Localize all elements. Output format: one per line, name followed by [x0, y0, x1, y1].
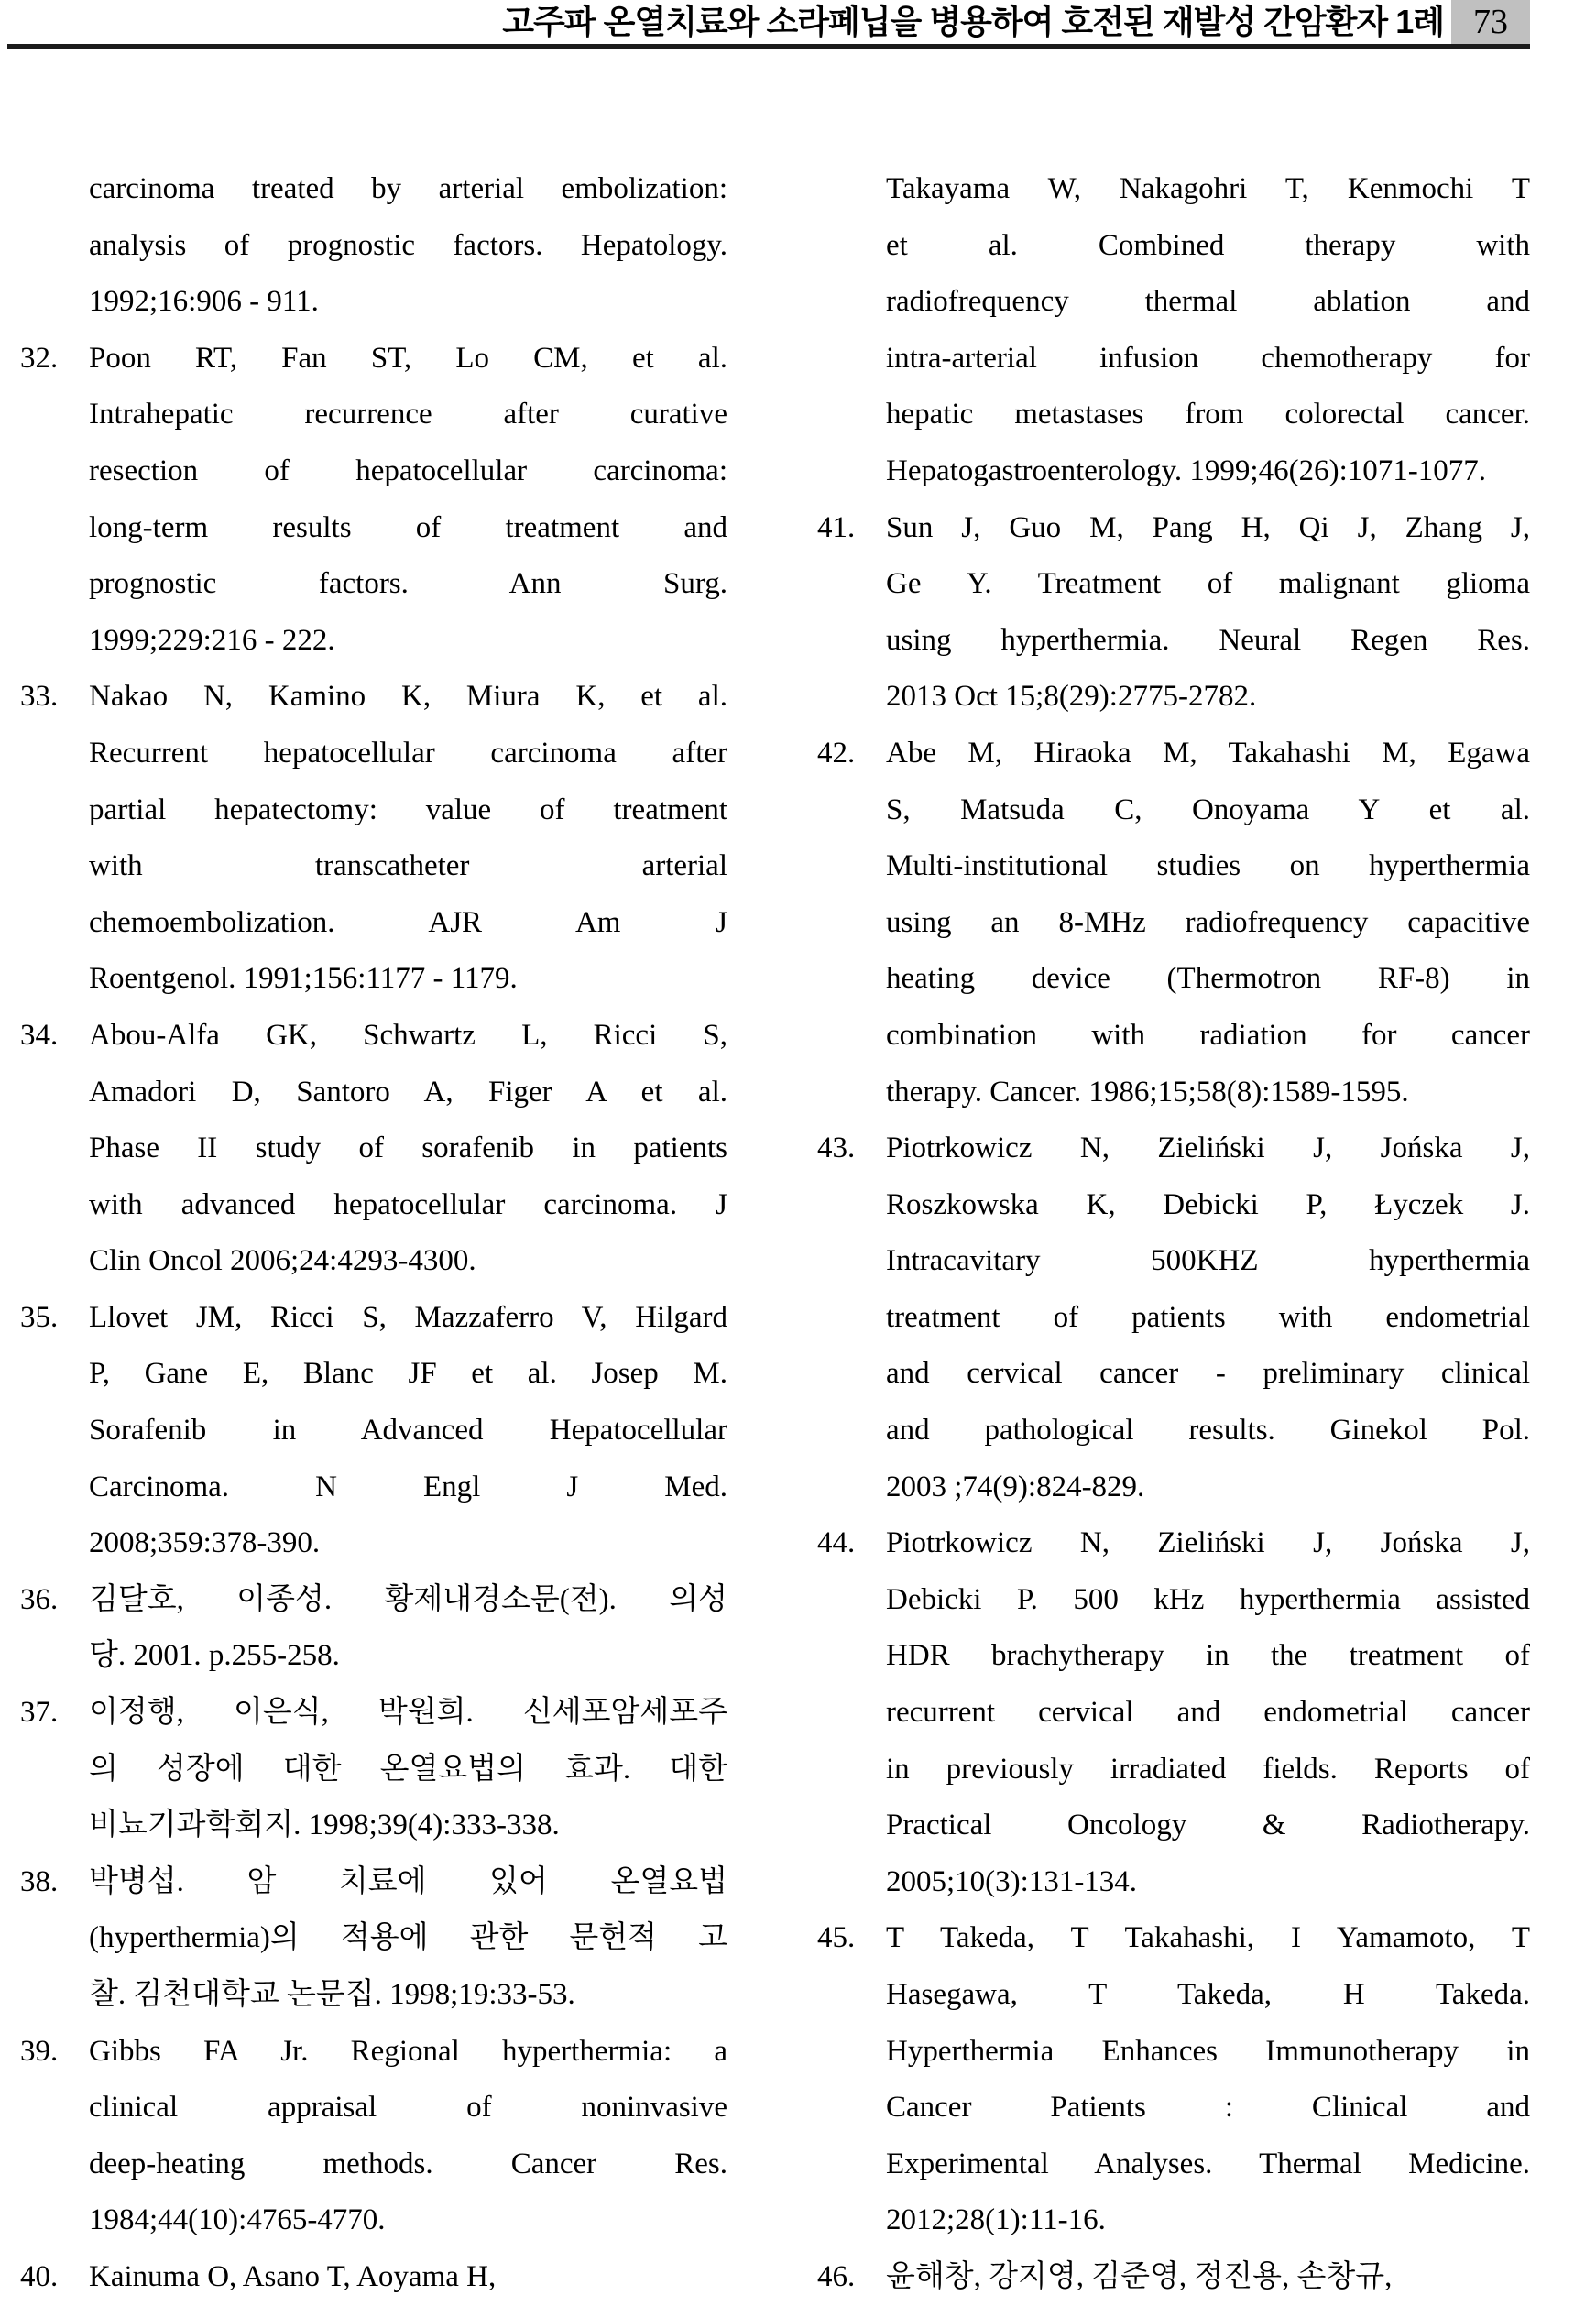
reference-text-line: hepatic metastases from colorectal cancer.	[886, 398, 1530, 432]
reference-text-line: and pathological results. Ginekol Pol.	[886, 1414, 1530, 1448]
reference-item	[817, 500, 1530, 726]
reference-text-line: 박병섭. 암 치료에 있어 온열요법	[89, 1864, 727, 1898]
reference-text-line: Debicki P. 500 kHz hyperthermia assisted	[886, 1582, 1530, 1616]
reference-text	[886, 500, 1530, 726]
reference-item	[20, 1685, 727, 1854]
reference-item	[20, 2249, 727, 2306]
reference-text	[886, 1515, 1530, 1910]
reference-text-line: et al. Combined therapy with	[886, 228, 1530, 262]
reference-text-line: Abou-Alfa GK, Schwartz L, Ricci S,	[89, 1018, 727, 1052]
reference-number: 32.	[20, 341, 59, 375]
reference-text-line: 당. 2001. p.255-258.	[89, 1639, 340, 1673]
reference-item	[20, 1572, 727, 1685]
reference-text-line: Poon RT, Fan ST, Lo CM, et al.	[89, 341, 727, 375]
reference-text-line: Phase II study of sorafenib in patients	[89, 1131, 727, 1165]
reference-text-line: clinical appraisal of noninvasive	[89, 2091, 727, 2125]
reference-text-line: Intrahepatic recurrence after curative	[89, 398, 727, 432]
reference-text-line: resection of hepatocellular carcinoma:	[89, 454, 727, 487]
reference-text-line: Clin Oncol 2006;24:4293-4300.	[89, 1244, 476, 1278]
reference-item	[817, 1910, 1530, 2249]
page-title: 고주파 온열치료와 소라페닙을 병용하여 호전된 재발성 간암환자 1례	[502, 3, 1444, 40]
reference-text-line: Roszkowska K, Debicki P, Łyczek J.	[886, 1187, 1530, 1221]
reference-text-line: Practical Oncology & Radiotherapy.	[886, 1809, 1530, 1842]
reference-item	[20, 1008, 727, 1290]
reference-text-line: analysis of prognostic factors. Hepatology.	[89, 228, 727, 262]
reference-text-line: Recurrent hepatocellular carcinoma after	[89, 736, 727, 770]
reference-number: 44.	[817, 1526, 856, 1560]
reference-text-line: 2012;28(1):11-16.	[886, 2203, 1106, 2237]
reference-text	[89, 1685, 727, 1854]
reference-text	[89, 1854, 727, 2024]
reference-text	[89, 1008, 727, 1290]
reference-text-line: and cervical cancer - preliminary clinical	[886, 1357, 1530, 1391]
reference-number: 34.	[20, 1018, 59, 1052]
reference-number: 45.	[817, 1921, 856, 1955]
reference-text-line: carcinoma treated by arterial embolization:	[89, 172, 727, 205]
reference-number: 35.	[20, 1300, 59, 1334]
reference-text-line: 비뇨기과학회지. 1998;39(4):333-338.	[89, 1809, 560, 1842]
reference-number: 37.	[20, 1696, 59, 1730]
reference-text-line: Experimental Analyses. Thermal Medicine.	[886, 2147, 1530, 2180]
reference-text-line: 1984;44(10):4765-4770.	[89, 2203, 386, 2237]
reference-text-line: (hyperthermia)의 적용에 관한 문헌적 고	[89, 1921, 727, 1955]
reference-text-line: with transcatheter arterial	[89, 849, 727, 883]
reference-text-line: Piotrkowicz N, Zieliński J, Jońska J,	[886, 1131, 1530, 1165]
reference-text-line: Nakao N, Kamino K, Miura K, et al.	[89, 680, 727, 714]
page-number: 73	[1473, 3, 1508, 41]
reference-item	[817, 726, 1530, 1120]
reference-text-line: 2003 ;74(9):824-829.	[886, 1470, 1145, 1503]
reference-text-line: radiofrequency thermal ablation and	[886, 285, 1530, 319]
reference-number: 36.	[20, 1582, 59, 1616]
reference-number: 46.	[817, 2259, 856, 2293]
reference-item	[20, 2024, 727, 2249]
reference-text-line: partial hepatectomy: value of treatment	[89, 792, 727, 826]
reference-text-line: Kainuma O, Asano T, Aoyama H,	[89, 2259, 497, 2293]
reference-text-line: Roentgenol. 1991;156:1177 - 1179.	[89, 962, 518, 996]
reference-text-line: in previously irradiated fields. Reports of	[886, 1752, 1530, 1786]
references-right-column	[817, 161, 1530, 2306]
reference-text-line: Carcinoma. N Engl J Med.	[89, 1470, 727, 1503]
reference-item	[817, 161, 1530, 500]
reference-text-line: with advanced hepatocellular carcinoma. J	[89, 1187, 727, 1221]
reference-item	[817, 2249, 1530, 2306]
reference-text	[89, 669, 727, 1008]
reference-text-line: 김달호, 이종성. 황제내경소문(전). 의성	[89, 1582, 727, 1616]
reference-number: 38.	[20, 1864, 59, 1898]
reference-text-line: Abe M, Hiraoka M, Takahashi M, Egawa	[886, 736, 1530, 770]
reference-text-line: 이정행, 이은식, 박원희. 신세포암세포주	[89, 1696, 727, 1730]
reference-text-line: chemoembolization. AJR Am J	[89, 905, 727, 939]
reference-text-line: intra-arterial infusion chemotherapy for	[886, 341, 1530, 375]
reference-text-line: using hyperthermia. Neural Regen Res.	[886, 623, 1530, 657]
reference-text-line: Cancer Patients : Clinical and	[886, 2091, 1530, 2125]
reference-item	[20, 669, 727, 1008]
reference-text-line: Llovet JM, Ricci S, Mazzaferro V, Hilgard	[89, 1300, 727, 1334]
reference-text	[89, 1572, 727, 1685]
reference-text-line: 1999;229:216 - 222.	[89, 623, 335, 657]
reference-text-line: P, Gane E, Blanc JF et al. Josep M.	[89, 1357, 727, 1391]
reference-text-line: combination with radiation for cancer	[886, 1018, 1530, 1052]
reference-text-line: recurrent cervical and endometrial cancer	[886, 1696, 1530, 1730]
reference-text-line: 2013 Oct 15;8(29):2775-2782.	[886, 680, 1257, 714]
reference-item	[20, 161, 727, 331]
page-number-box	[1451, 0, 1530, 44]
header-rule	[7, 44, 1530, 49]
reference-text-line: prognostic factors. Ann Surg.	[89, 567, 727, 601]
reference-text	[89, 1290, 727, 1572]
reference-text	[89, 2024, 727, 2249]
reference-text-line: Piotrkowicz N, Zieliński J, Jońska J,	[886, 1526, 1530, 1560]
reference-text-line: Sun J, Guo M, Pang H, Qi J, Zhang J,	[886, 510, 1530, 544]
reference-text-line: heating device (Thermotron RF-8) in	[886, 962, 1530, 996]
reference-text-line: S, Matsuda C, Onoyama Y et al.	[886, 792, 1530, 826]
reference-text-line: Sorafenib in Advanced Hepatocellular	[89, 1414, 727, 1448]
reference-text	[886, 726, 1530, 1120]
reference-text-line: Ge Y. Treatment of malignant glioma	[886, 567, 1530, 601]
reference-number: 42.	[817, 736, 856, 770]
reference-text	[886, 1120, 1530, 1515]
reference-text-line: Amadori D, Santoro A, Figer A et al.	[89, 1075, 727, 1109]
reference-text-line: using an 8-MHz radiofrequency capacitive	[886, 905, 1530, 939]
reference-item	[20, 1854, 727, 2024]
reference-text	[886, 1910, 1530, 2249]
reference-text-line: Takayama W, Nakagohri T, Kenmochi T	[886, 172, 1530, 205]
reference-item	[20, 1290, 727, 1572]
reference-number: 43.	[817, 1131, 856, 1165]
reference-text-line: Multi-institutional studies on hyperthermia	[886, 849, 1530, 883]
reference-text-line: 윤해창, 강지영, 김준영, 정진용, 손창규,	[886, 2259, 1393, 2293]
reference-text-line: 2008;359:378-390.	[89, 1526, 321, 1560]
reference-text-line: Intracavitary 500KHZ hyperthermia	[886, 1244, 1530, 1278]
reference-item	[817, 1120, 1530, 1515]
reference-text-line: Hepatogastroenterology. 1999;46(26):1071-1077.	[886, 454, 1486, 487]
reference-text-line: deep-heating methods. Cancer Res.	[89, 2147, 727, 2180]
reference-item	[817, 1515, 1530, 1910]
reference-text-line: Gibbs FA Jr. Regional hyperthermia: a	[89, 2034, 727, 2068]
reference-number: 33.	[20, 680, 59, 714]
reference-text-line: treatment of patients with endometrial	[886, 1300, 1530, 1334]
reference-text-line: 의 성장에 대한 온열요법의 효과. 대한	[89, 1752, 727, 1786]
reference-text-line: T Takeda, T Takahashi, I Yamamoto, T	[886, 1921, 1530, 1955]
reference-text-line: Hyperthermia Enhances Immunotherapy in	[886, 2034, 1530, 2068]
reference-number: 39.	[20, 2034, 59, 2068]
reference-text	[89, 161, 727, 331]
reference-text	[89, 2249, 727, 2306]
reference-text	[886, 161, 1530, 500]
reference-text-line: 1992;16:906 - 911.	[89, 285, 319, 319]
reference-item	[20, 331, 727, 670]
reference-text-line: 찰. 김천대학교 논문집. 1998;19:33-53.	[89, 1978, 575, 2011]
reference-text	[886, 2249, 1530, 2306]
reference-number: 41.	[817, 510, 856, 544]
reference-text-line: Hasegawa, T Takeda, H Takeda.	[886, 1978, 1530, 2011]
reference-text-line: 2005;10(3):131-134.	[886, 1864, 1138, 1898]
references-left-column	[20, 161, 727, 2306]
reference-text-line: therapy. Cancer. 1986;15;58(8):1589-1595.	[886, 1075, 1409, 1109]
reference-number: 40.	[20, 2259, 59, 2293]
reference-text	[89, 331, 727, 670]
reference-text-line: HDR brachytherapy in the treatment of	[886, 1639, 1530, 1673]
reference-text-line: long-term results of treatment and	[89, 510, 727, 544]
